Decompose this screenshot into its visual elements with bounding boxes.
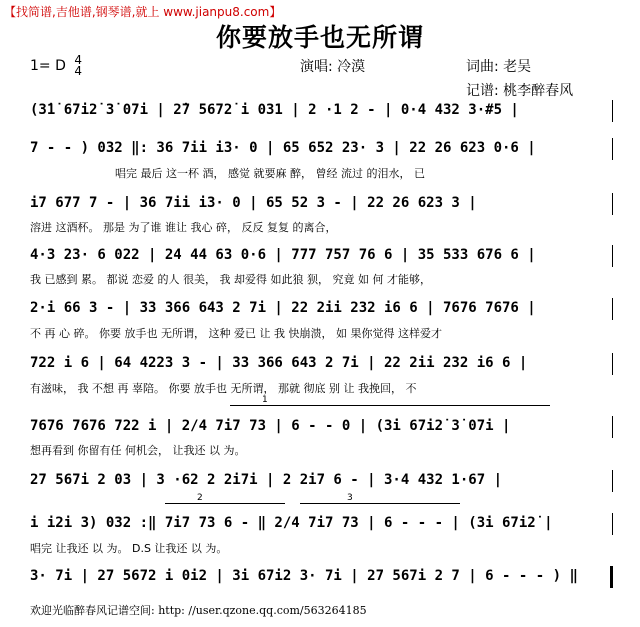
system-end-bar (612, 416, 613, 438)
notation-line-4: 4·3 23· 6 022 | 24 44 63 0·6 | 777 757 76 6 | 35 533 676 6 | (30, 247, 536, 263)
system-end-bar (612, 353, 613, 375)
notation-line-10: 3· 7i | 27 5672 i 0i2 | 3̇i 67i2 3· 7i | 27 567i 2 7 | 6 - - - ) ‖ (30, 568, 578, 584)
notation-line-6: 722 i 6 | 64 4223 3 - | 33 366 643 2 7i | 22 2ii 232 i6 6 | (30, 355, 528, 371)
lyrics-line-6: 有滋味， 我 不想 再 辜陪。 你要 放手也 无所谓， 那就 彻底 别 让 我挽回， 不 (30, 382, 417, 395)
system-end-bar (612, 138, 613, 160)
notation-line-7: 7676 7676 722 i | 2/4 7i7 73 | 6 - - 0 | (3̇i 67i2̇ 3̇ 07i | (30, 418, 511, 434)
lyrics-line-4: 我 已感到 累。 都说 恋爱 的人 很美， 我 却爱得 如此狼 狈， 究竟 如 何 才能够， (30, 273, 431, 286)
system-end-bar (612, 100, 613, 122)
system-end-bar (612, 298, 613, 320)
final-bar (610, 566, 613, 588)
lyrics-line-9: 唱完 让我还 以 为。 D.S 让我还 以 为。 (30, 542, 228, 555)
notation-line-5: 2·i 66 3 - | 33 366 643 2 7i | 22 2ii 232 i6 6 | 7676 7676 | (30, 300, 536, 316)
time-signature: 4 4 (74, 53, 82, 78)
footer-link[interactable]: 欢迎光临醉春风记谱空间: http: //user.qzone.qq.com/563264185 (30, 604, 367, 617)
singer: 演唱: 冷漠 (300, 59, 366, 75)
lyricist: 词曲: 老吴 (466, 59, 532, 75)
lyrics-line-2: 唱完 最后 这一杯 酒， 感觉 就要麻 醉， 曾经 流过 的泪水， 已 (115, 167, 425, 180)
notation-line-8: 27 567i 2 03 | 3 ·62 2 2i7i | 2 2i7 6 - | 3·4 432 1·67 | (30, 472, 503, 488)
notation-line-3: i7 677 7 - | 36 7ii i3· 0 | 65 52 3 - | 22 26 623 3 | (30, 195, 477, 211)
notation-line-9: i i2i 3) 032 :‖ 7i7 73 6 - ‖ 2/4 7i7 73 | 6 - - - | (3̇i 67i2̇ | (30, 515, 553, 531)
transcriber: 记谱: 桃李醉春风 (466, 83, 574, 99)
notation-line-2: 7 - - ) 032 ‖: 36 7ii i3· 0 | 65 652 23· 3 | 22 26 623 0·6 | (30, 140, 536, 156)
lyrics-line-5: 不 再 心 碎。 你要 放手也 无所谓， 这种 爱已 让 我 快崩溃， 如 果你觉得 这样爱才 (30, 327, 442, 340)
song-title: 你要放手也无所谓 (215, 23, 424, 52)
system-end-bar (612, 470, 613, 492)
lyrics-line-7: 想再看到 你留有任 何机会， 让我还 以 为。 (30, 444, 246, 457)
system-end-bar (612, 513, 613, 535)
key-label: 1= D (30, 58, 66, 74)
site-banner[interactable]: 【找简谱,吉他谱,钢琴谱,就上 www.jianpu8.com】 (4, 5, 282, 19)
key-signature (30, 55, 82, 77)
system-end-bar (612, 245, 613, 267)
lyrics-line-3: 溶进 这酒杯。 那是 为了谁 谁让 我心 碎， 反反 复复 的离合， (30, 221, 337, 234)
system-end-bar (612, 193, 613, 215)
notation-line-1: (3̇1̇ 67i2̇ 3̇ 07i | 2̇7 5672̇ i 031 | 2 ·1 2 - | 0·4 432 3·#5 | (30, 102, 519, 118)
